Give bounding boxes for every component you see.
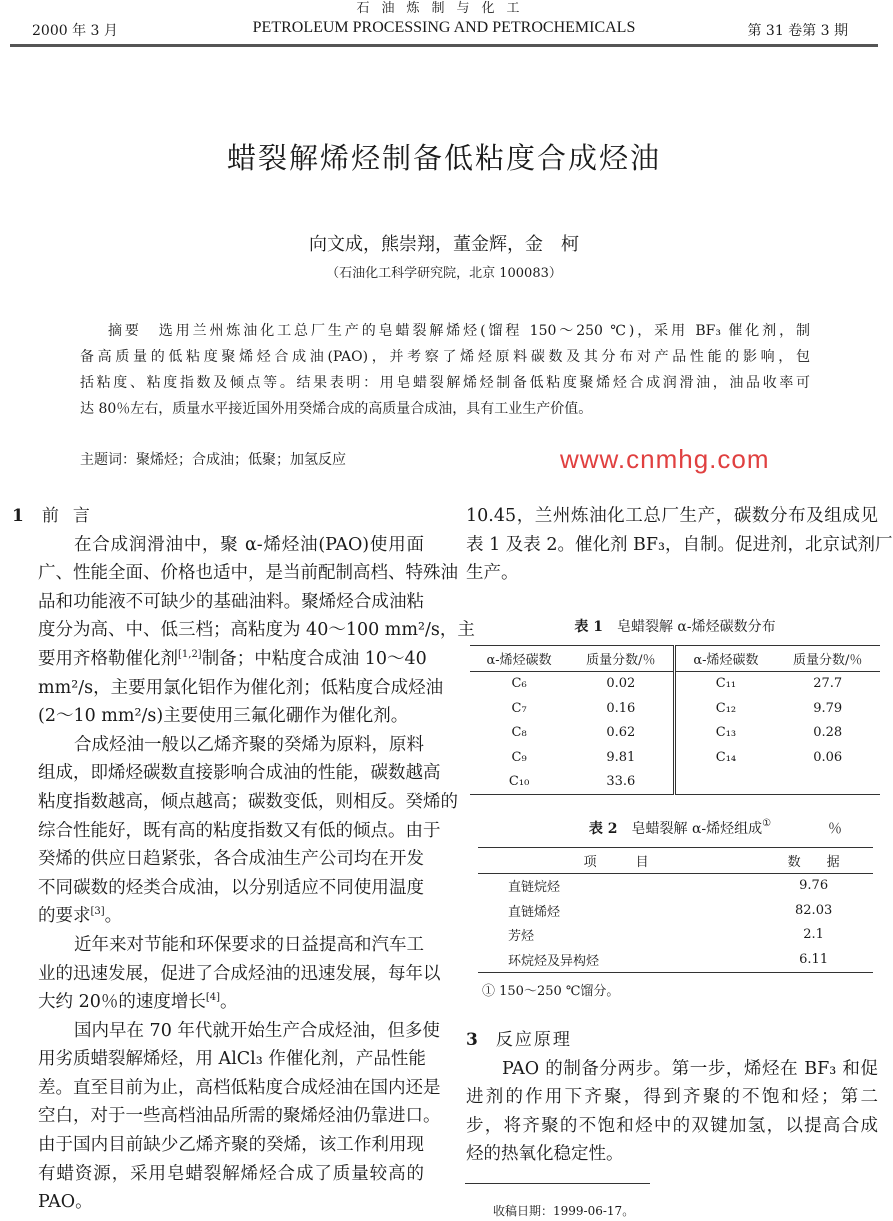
t1-header: 质量分数/％ <box>793 652 863 668</box>
table-cell: C₇ <box>511 700 527 716</box>
text-segment: 粘度指数越高，倾点越高；碳数变低，则相反。癸烯的 <box>38 791 458 812</box>
table-cell: 0.02 <box>606 676 636 692</box>
text-segment: 广、性能全面、价格也适中，是当前配制高档、特殊油 <box>38 563 458 584</box>
text-line: PAO 的制备分两步。第一步，烯烃在 BF₃ 和促 <box>502 1058 878 1079</box>
table-cell: C₁₄ <box>675 745 775 770</box>
watermark: www.cnmhg.com <box>560 444 770 474</box>
text-line <box>38 902 424 931</box>
text-segment: 制备；中粘度合成油 10～40 <box>201 648 427 669</box>
text-line <box>38 674 444 703</box>
t2-header: 数 据 <box>787 854 840 870</box>
text-line: 烃的热氧化稳定性。 <box>466 1144 624 1165</box>
table-row <box>478 923 873 948</box>
text-line: 表 1 及表 2。催化剂 BF₃，自制。促进剂，北京试剂厂 <box>466 534 893 555</box>
right-column-intro <box>466 502 893 588</box>
text-segment: 。 <box>104 906 123 927</box>
section-title: 反应原理 <box>495 1030 572 1050</box>
table-cell: C₆ <box>511 676 527 692</box>
text-line: 10.45，兰州炼油化工总厂生产，碳数分布及组成见 <box>466 506 878 526</box>
text-segment: 合成烃油一般以乙烯齐聚的癸烯为原料，原料 <box>74 734 424 755</box>
table-cell: 6.11 <box>799 951 829 967</box>
table-row <box>470 696 880 721</box>
text-line <box>38 616 475 645</box>
abstract-line: 达 80％左右，质量水平接近国外用癸烯合成的高质量合成油，具有工业生产价值。 <box>80 401 593 417</box>
t1-header: 质量分数/％ <box>586 652 656 668</box>
text-line <box>38 559 458 588</box>
text-line <box>38 1017 440 1046</box>
table-cell: C₁₂ <box>675 696 775 721</box>
table-row <box>478 947 873 972</box>
citation: [1,2] <box>178 648 202 660</box>
authors: 向文成，熊崇翔，董金辉，金 柯 <box>309 234 579 255</box>
table-cell: 环烷烃及异构烃 <box>508 953 600 969</box>
section-number: 3 <box>466 1030 478 1050</box>
table-cell: 9.79 <box>813 700 843 716</box>
table-row <box>470 671 880 696</box>
footnote-rule <box>465 1183 650 1184</box>
table-row <box>470 721 880 746</box>
t2-header: 项 目 <box>583 854 649 870</box>
text-line <box>38 731 424 760</box>
table-cell: 直链烷烃 <box>508 880 561 896</box>
text-segment: 有蜡资源，采用皂蜡裂解烯烃合成了质量较高的 <box>38 1163 424 1184</box>
text-line <box>38 845 424 874</box>
text-segment: 品和功能液不可缺少的基础油料。聚烯烃合成油粘 <box>38 591 424 612</box>
text-segment: 综合性能好，既有高的粘度指数又有低的倾点。由于 <box>38 820 441 841</box>
table-cell: 0.28 <box>813 725 843 741</box>
text-line <box>38 645 427 674</box>
text-line <box>38 874 424 903</box>
table-cell: 0.06 <box>813 749 843 765</box>
table-row <box>470 770 880 795</box>
text-segment: 癸烯的供应日趋紧张，各合成油生产公司均在开发 <box>38 849 424 870</box>
text-line <box>38 1160 424 1189</box>
left-column <box>12 502 475 1217</box>
table-cell: C₁₀ <box>508 774 530 790</box>
table2-label: 表 2 <box>588 821 618 837</box>
text-segment: 近年来对节能和环保要求的日益提高和汽车工 <box>74 934 424 955</box>
text-line <box>38 531 424 560</box>
header-rule <box>10 44 878 47</box>
keywords: 主题词：聚烯烃；合成油；低聚；加氢反应 <box>80 452 346 468</box>
paragraph <box>38 731 458 931</box>
table2-caption: 皂蜡裂解 α-烯烃组成 <box>631 821 763 837</box>
text-segment: 在合成润滑油中，聚 α-烯烃油(PAO)使用面 <box>74 534 424 555</box>
text-line <box>38 960 441 989</box>
table-cell: C₈ <box>511 725 527 741</box>
table2-footnote: ① 150～250 ℃馏分。 <box>482 984 620 999</box>
text-line: 步，将齐聚的不饱和烃中的双键加氢，以提高合成 <box>466 1115 878 1136</box>
paper-title: 蜡裂解烯烃制备低粘度合成烃油 <box>226 141 661 175</box>
section-3-heading <box>466 1026 878 1055</box>
text-segment: (2～10 mm²/s)主要使用三氟化硼作为催化剂。 <box>38 706 409 727</box>
table-cell: C₁₃ <box>675 721 775 746</box>
table-cell <box>775 770 880 795</box>
table-cell: 2.1 <box>803 927 824 943</box>
table-cell: 0.62 <box>606 725 636 741</box>
abstract <box>80 318 810 422</box>
paragraph <box>38 931 441 1017</box>
table-cell: 9.81 <box>606 749 636 765</box>
t1-header: α-烯烃碳数 <box>675 646 775 672</box>
section-1-heading <box>12 502 424 531</box>
abstract-line: 摘要 选用兰州炼油化工总厂生产的皂蜡裂解烯烃(馏程 150～250 ℃)，采用 BF₃ 催化剂，制 <box>108 323 810 339</box>
table-cell: 27.7 <box>813 676 843 692</box>
table-cell <box>675 770 775 795</box>
table-cell: C₁₁ <box>675 671 775 696</box>
paragraph <box>38 1017 441 1217</box>
table-cell: C₉ <box>511 749 527 765</box>
text-line: 进剂的作用下齐聚，得到齐聚的不饱和烃；第二 <box>466 1087 878 1108</box>
table-1 <box>470 645 880 795</box>
received-date: 收稿日期：1999-06-17。 <box>493 1204 635 1218</box>
journal-name-en: PETROLEUM PROCESSING AND PETROCHEMICALS <box>252 19 636 36</box>
t1-header: α-烯烃碳数 <box>486 652 552 668</box>
text-segment: 用劣质蜡裂解烯烃，用 AlCl₃ 作催化剂，产品性能 <box>38 1049 426 1070</box>
text-line <box>38 759 441 788</box>
text-line <box>38 1131 424 1160</box>
table-cell: 芳烃 <box>508 929 535 945</box>
text-segment: 业的迅速发展，促进了合成烃油的迅速发展，每年以 <box>38 963 441 984</box>
table-cell: 9.76 <box>799 878 829 894</box>
table2-unit: ％ <box>828 821 842 837</box>
text-segment: 度分为高、中、低三档；高粘度为 40～100 mm²/s，主 <box>38 620 475 641</box>
table1-title <box>470 618 880 636</box>
section-number: 1 <box>12 506 24 526</box>
text-segment: 大约 20％的速度增长 <box>38 992 206 1013</box>
text-segment: mm²/s，主要用氯化铝作为催化剂；低粘度合成烃油 <box>38 677 444 698</box>
text-line: 生产。 <box>466 563 519 584</box>
volume-issue: 第 31 卷第 3 期 <box>747 23 848 39</box>
text-line <box>38 988 424 1017</box>
text-line <box>38 788 458 817</box>
table1-label: 表 1 <box>574 619 603 635</box>
text-line <box>38 1045 424 1074</box>
section-title: 前言 <box>41 506 104 526</box>
text-segment: PAO。 <box>38 1192 93 1213</box>
text-line <box>38 1188 424 1217</box>
text-segment: 。 <box>220 992 238 1013</box>
issue-date: 2000 年 3 月 <box>32 23 118 39</box>
text-segment: 要用齐格勒催化剂 <box>38 648 178 669</box>
text-segment: 由于国内目前缺少乙烯齐聚的癸烯，该工作利用现 <box>38 1135 424 1156</box>
text-line <box>38 931 424 960</box>
table-cell: 0.16 <box>606 700 636 716</box>
text-segment: 国内早在 70 年代就开始生产合成烃油，但多使 <box>74 1020 440 1041</box>
abstract-line: 括粘度、粘度指数及倾点等。结果表明：用皂蜡裂解烯烃制备低粘度聚烯烃合成润滑油，油品收率可 <box>80 375 810 391</box>
journal-name-cn: 石油炼制与化工 <box>356 1 532 16</box>
affiliation: （石油化工科学研究院，北京 100083） <box>326 266 562 281</box>
table-2 <box>478 847 873 973</box>
table-row <box>470 745 880 770</box>
table-cell: 82.03 <box>795 902 833 918</box>
text-line <box>38 588 424 617</box>
text-segment: 空白，对于一些高档油品所需的聚烯烃油仍靠进口。 <box>38 1106 441 1127</box>
citation: [3] <box>90 906 105 918</box>
section-3 <box>466 1026 878 1169</box>
text-line <box>38 702 424 731</box>
table2-note-mark: ① <box>762 818 772 829</box>
text-line <box>38 817 441 846</box>
text-line <box>38 1074 441 1103</box>
table-cell: 33.6 <box>606 774 636 790</box>
table-cell: 直链烯烃 <box>508 904 561 920</box>
citation: [4] <box>205 992 221 1004</box>
table2-title <box>560 820 800 838</box>
text-segment: 不同碳数的烃类合成油，以分别适应不同使用温度 <box>38 877 424 898</box>
text-segment: 差。直至目前为止，高档低粘度合成烃油在国内还是 <box>38 1077 441 1098</box>
paragraph <box>38 531 475 731</box>
text-segment: 的要求 <box>38 906 91 927</box>
table-row <box>478 873 873 898</box>
table-row <box>478 898 873 923</box>
text-line <box>38 1102 441 1131</box>
text-segment: 组成，即烯烃碳数直接影响合成油的性能，碳数越高 <box>38 763 441 784</box>
abstract-line: 备高质量的低粘度聚烯烃合成油(PAO)，并考察了烯烃原料碳数及其分布对产品性能的影响，包 <box>80 349 810 365</box>
table1-caption: 皂蜡裂解 α-烯烃碳数分布 <box>616 619 776 635</box>
